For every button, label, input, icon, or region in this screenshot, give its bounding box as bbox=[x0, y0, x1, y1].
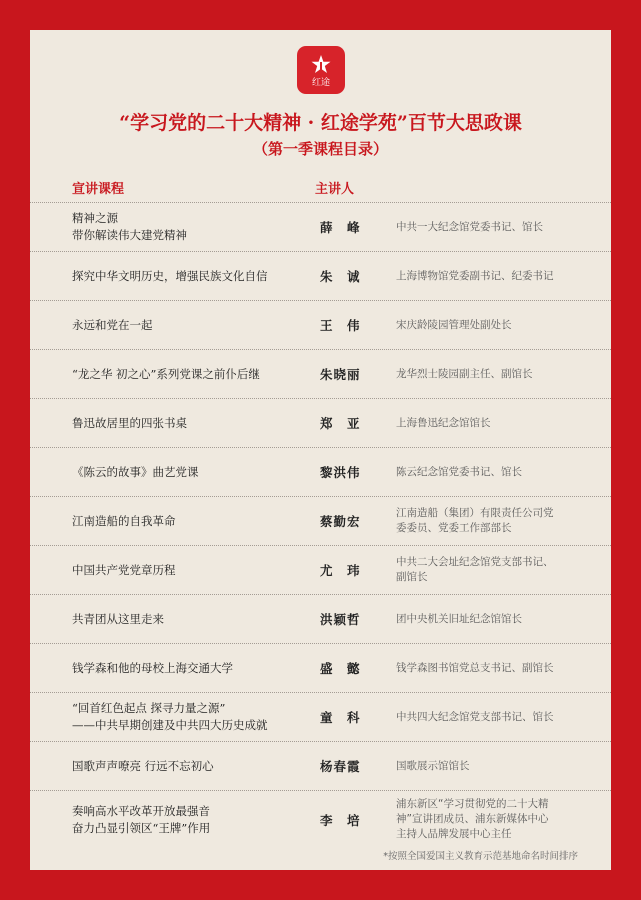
course-name-line: 中国共产党党章历程 bbox=[72, 562, 176, 577]
column-header-course: 宣讲课程 bbox=[72, 182, 125, 197]
course-name-line: 《陈云的故事》曲艺党课 bbox=[72, 464, 199, 479]
course-row bbox=[30, 300, 611, 349]
speaker-title-line: 中共四大纪念馆党支部书记、馆长 bbox=[396, 710, 554, 723]
speaker-name: 洪颖哲 bbox=[320, 612, 361, 627]
speaker-title bbox=[396, 644, 576, 692]
course-row bbox=[30, 447, 611, 496]
course-name bbox=[72, 497, 322, 545]
course-name bbox=[72, 301, 322, 349]
speaker-title-line: 江南造船（集团）有限责任公司党 bbox=[396, 507, 554, 519]
course-name bbox=[72, 742, 322, 790]
speaker-name: 尤 玮 bbox=[320, 563, 361, 578]
speaker-title-line: 浦东新区“学习贯彻党的二十大精 bbox=[396, 798, 549, 810]
course-name-line: “龙之华 初之心”系列党课之前仆后继 bbox=[72, 366, 260, 381]
speaker-name: 朱晓丽 bbox=[320, 367, 361, 382]
course-name-line: 江南造船的自我革命 bbox=[72, 513, 176, 528]
speaker-title bbox=[396, 595, 576, 643]
speaker-title-line: 上海博物馆党委副书记、纪委书记 bbox=[396, 269, 554, 282]
speaker-name: 朱 诚 bbox=[320, 269, 361, 284]
course-name bbox=[72, 693, 322, 741]
speaker-name: 杨春霞 bbox=[320, 759, 361, 774]
page-subtitle: （第一季课程目录） bbox=[252, 140, 388, 158]
course-row bbox=[30, 545, 611, 594]
speaker-name: 王 伟 bbox=[320, 318, 361, 333]
course-name bbox=[72, 595, 322, 643]
course-row bbox=[30, 202, 611, 251]
speaker-title bbox=[396, 546, 576, 594]
speaker-title-line: 神”宣讲团成员、浦东新媒体中心 bbox=[396, 813, 549, 825]
course-row bbox=[30, 349, 611, 398]
speaker-title bbox=[396, 399, 576, 447]
speaker-title-line: 钱学森图书馆党总支书记、副馆长 bbox=[396, 661, 554, 674]
course-name-line: 国歌声声嘹亮 行远不忘初心 bbox=[72, 758, 214, 773]
course-name bbox=[72, 350, 322, 398]
speaker-title-line: 委委员、党委工作部部长 bbox=[396, 522, 512, 534]
speaker-title-line: 上海鲁迅纪念馆馆长 bbox=[396, 416, 491, 429]
course-name bbox=[72, 644, 322, 692]
course-row bbox=[30, 643, 611, 692]
speaker-title-line: 中共二大会址纪念馆党支部书记、 bbox=[396, 556, 554, 568]
course-row bbox=[30, 594, 611, 643]
course-name-line: 奋力凸显引领区“王牌”作用 bbox=[72, 820, 211, 835]
speaker-title-line: 中共一大纪念馆党委书记、馆长 bbox=[396, 220, 543, 233]
course-row bbox=[30, 692, 611, 741]
speaker-name: 郑 亚 bbox=[320, 416, 361, 431]
speaker-title bbox=[396, 693, 576, 741]
speaker-title-line: 龙华烈士陵园副主任、副馆长 bbox=[396, 367, 533, 380]
course-name bbox=[72, 448, 322, 496]
speaker-name: 薛 峰 bbox=[320, 220, 361, 235]
speaker-title-line: 主持人品牌发展中心主任 bbox=[396, 828, 512, 840]
speaker-title-line: 国歌展示馆馆长 bbox=[396, 759, 470, 772]
course-row bbox=[30, 741, 611, 790]
speaker-title bbox=[396, 742, 576, 790]
course-name-line: 奏响高水平改革开放最强音 bbox=[72, 803, 210, 818]
course-name-line: 共青团从这里走来 bbox=[72, 611, 164, 626]
course-row bbox=[30, 496, 611, 545]
speaker-title-line: 团中央机关旧址纪念馆馆长 bbox=[396, 612, 522, 625]
speaker-title bbox=[396, 301, 576, 349]
logo-label: 红途 bbox=[311, 77, 330, 88]
star-flag-icon bbox=[309, 53, 333, 77]
course-name bbox=[72, 791, 322, 848]
course-row bbox=[30, 398, 611, 447]
course-name-line: “回首红色起点 探寻力量之源” bbox=[72, 701, 226, 715]
footnote: *按照全国爱国主义教育示范基地命名时间排序 bbox=[383, 851, 578, 862]
speaker-title bbox=[396, 448, 576, 496]
course-name-line: 精神之源 bbox=[72, 211, 118, 225]
course-name bbox=[72, 399, 322, 447]
course-name-line: 钱学森和他的母校上海交通大学 bbox=[72, 660, 233, 675]
speaker-name: 黎洪伟 bbox=[320, 465, 361, 480]
speaker-name: 盛 懿 bbox=[320, 661, 361, 676]
speaker-title bbox=[396, 497, 576, 545]
course-name bbox=[72, 203, 322, 251]
course-name bbox=[72, 252, 322, 300]
speaker-title bbox=[396, 252, 576, 300]
course-list bbox=[30, 202, 611, 848]
course-name-line: 鲁迅故居里的四张书桌 bbox=[72, 415, 187, 430]
speaker-name: 蔡勤宏 bbox=[320, 514, 361, 529]
speaker-name: 童 科 bbox=[320, 710, 361, 725]
page-title: “学习党的二十大精神 · 红途学苑”百节大思政课 bbox=[119, 112, 522, 134]
speaker-title-line: 副馆长 bbox=[396, 571, 428, 583]
hongtu-logo bbox=[297, 46, 345, 94]
course-row bbox=[30, 251, 611, 300]
course-name-line: 永远和党在一起 bbox=[72, 317, 153, 332]
speaker-title bbox=[396, 350, 576, 398]
course-name-line: 带你解读伟大建党精神 bbox=[72, 228, 187, 242]
speaker-title-line: 宋庆龄陵园管理处副处长 bbox=[396, 318, 512, 331]
course-row bbox=[30, 790, 611, 848]
column-header-speaker: 主讲人 bbox=[315, 182, 355, 197]
course-name bbox=[72, 546, 322, 594]
table-header bbox=[30, 178, 611, 202]
catalog-sheet bbox=[30, 30, 611, 870]
speaker-title bbox=[396, 791, 576, 848]
speaker-title bbox=[396, 203, 576, 251]
course-name-line: ——中共早期创建及中共四大历史成就 bbox=[72, 718, 268, 732]
speaker-name: 李 培 bbox=[320, 812, 361, 828]
course-name-line: 探究中华文明历史，增强民族文化自信 bbox=[72, 268, 268, 283]
speaker-title-line: 陈云纪念馆党委书记、馆长 bbox=[396, 465, 522, 478]
